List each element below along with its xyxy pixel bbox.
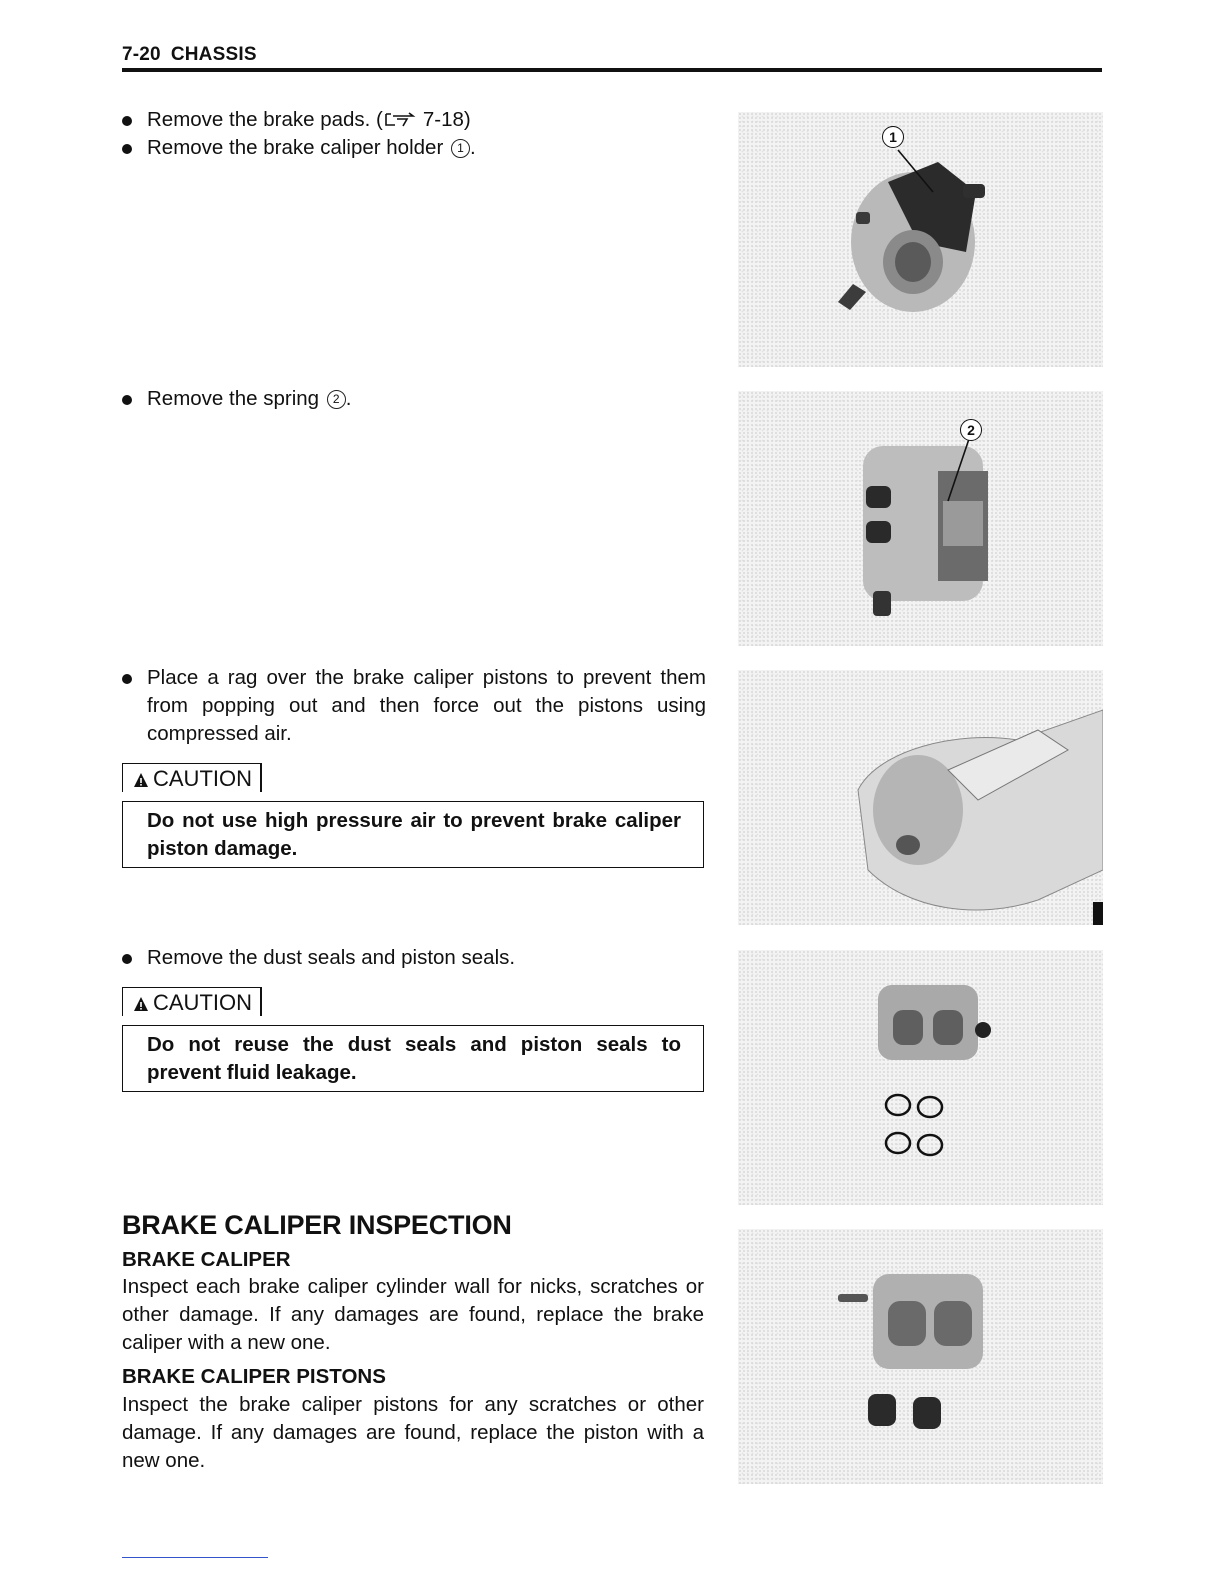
- photo-caliper-holder: [738, 112, 1103, 367]
- page-reference: 7-18): [422, 108, 471, 131]
- caution-box: [122, 801, 704, 868]
- callout-number: 1: [451, 139, 470, 158]
- caution-text: Do not reuse the dust seals and piston seals to prevent fluid leakage.: [147, 1033, 681, 1084]
- step-text: Remove the brake caliper holder: [147, 136, 444, 159]
- caution-text: Do not use high pressure air to prevent brake caliper piston damage.: [147, 809, 681, 860]
- caution-box: [122, 1025, 704, 1092]
- callout-number: 2: [327, 390, 346, 409]
- subheading-brake-caliper: BRAKE CALIPER: [122, 1248, 291, 1271]
- bullet-icon: [122, 144, 132, 154]
- step-text: Place a rag over the brake caliper pistons to prevent them from popping out and then force out the pistons using compressed air.: [147, 666, 706, 745]
- caution-label: [122, 987, 262, 1016]
- step-text: Remove the dust seals and piston seals.: [147, 946, 516, 969]
- bullet-icon: [122, 116, 132, 126]
- caution-label-text: CAUTION: [153, 766, 252, 791]
- section-title: CHASSIS: [170, 44, 257, 65]
- header-rule: [122, 68, 1102, 72]
- caution-label-text: CAUTION: [153, 990, 252, 1015]
- page-reference-icon: [383, 110, 419, 128]
- step-remove-pads: [122, 106, 706, 134]
- page-header: [122, 44, 257, 66]
- bullet-icon: [122, 395, 132, 405]
- bullet-icon: [122, 674, 132, 684]
- step-end: .: [469, 136, 476, 159]
- step-text: Remove the brake pads. (: [147, 108, 383, 131]
- photo-spring: [738, 391, 1103, 646]
- photo-caliper-pistons: [738, 1229, 1103, 1484]
- photo-compressed-air: [738, 670, 1103, 925]
- step-remove-seals: [122, 944, 706, 972]
- paragraph-brake-caliper: Inspect each brake caliper cylinder wall for nicks, scratches or other damage. If any damages are found, replace the brake caliper with a new one.: [122, 1275, 704, 1354]
- section-heading: BRAKE CALIPER INSPECTION: [122, 1210, 512, 1240]
- warning-triangle-icon: [133, 772, 149, 788]
- step-remove-spring: [122, 385, 706, 413]
- step-end: .: [345, 387, 352, 410]
- callout-2: 2: [960, 419, 982, 441]
- step-remove-holder: [122, 134, 706, 162]
- paragraph-brake-caliper-pistons: Inspect the brake caliper pistons for any scratches or other damage. If any damages are found, replace the piston with a new one.: [122, 1393, 704, 1472]
- step-place-rag: [122, 664, 706, 748]
- step-text: Remove the spring: [147, 387, 320, 410]
- subheading-brake-caliper-pistons: BRAKE CALIPER PISTONS: [122, 1365, 386, 1388]
- warning-triangle-icon: [133, 996, 149, 1012]
- callout-1: 1: [882, 126, 904, 148]
- footer-link-underline: [122, 1557, 268, 1558]
- bullet-icon: [122, 954, 132, 964]
- caution-label: [122, 763, 262, 792]
- page-number: 7-20: [122, 44, 161, 65]
- photo-seals: [738, 950, 1103, 1205]
